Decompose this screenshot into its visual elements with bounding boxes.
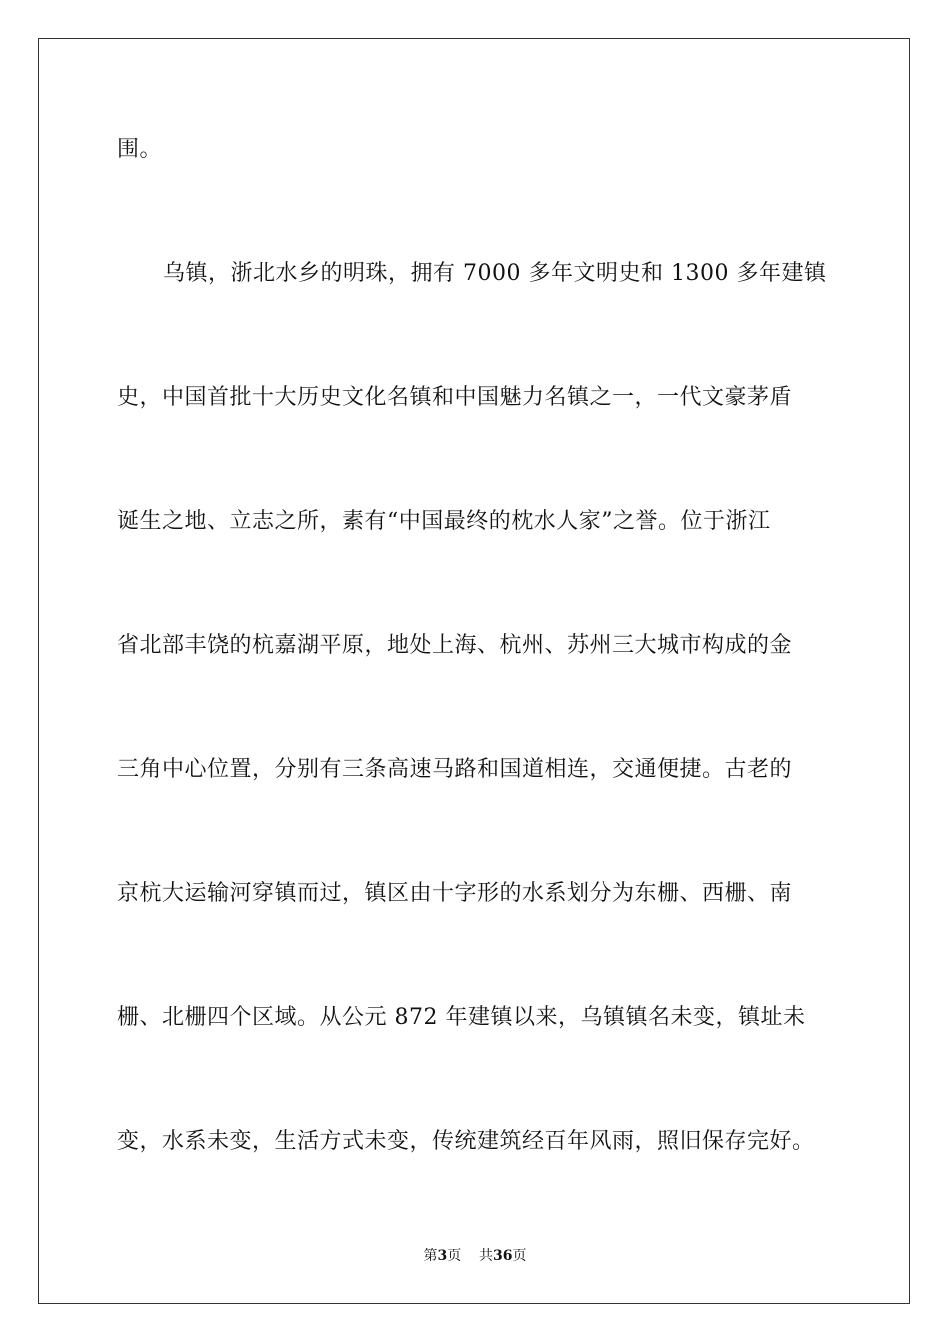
- page-border: [38, 38, 910, 1304]
- text-line: 三角中心位置，分别有三条高速马路和国道相连，交通便捷。古老的: [117, 757, 793, 782]
- total-prefix: 共: [479, 1248, 494, 1264]
- page-footer: [0, 1247, 950, 1265]
- paragraph-first-line: 乌镇，浙北水乡的明珠，拥有 7000 多年文明史和 1300 多年建镇: [163, 261, 827, 286]
- total-suffix: 页: [512, 1248, 527, 1264]
- text-line: 变，水系未变，生活方式未变，传统建筑经百年风雨，照旧保存完好。: [117, 1129, 815, 1154]
- page-suffix: 页: [447, 1248, 462, 1264]
- page-number: 3: [437, 1248, 448, 1264]
- text-line: 栅、北栅四个区域。从公元 872 年建镇以来，乌镇镇名未变，镇址未: [117, 1005, 806, 1030]
- text-line: 诞生之地、立志之所，素有“中国最终的枕水人家”之誉。位于浙江: [117, 509, 771, 534]
- total-pages: 36: [493, 1248, 513, 1264]
- text-line: 围。: [117, 137, 163, 162]
- text-line: 史，中国首批十大历史文化名镇和中国魅力名镇之一，一代文豪茅盾: [117, 385, 793, 410]
- page-prefix: 第: [423, 1248, 438, 1264]
- text-line: 省北部丰饶的杭嘉湖平原，地处上海、杭州、苏州三大城市构成的金: [117, 633, 793, 658]
- text-line: 京杭大运输河穿镇而过，镇区由十字形的水系划分为东栅、西栅、南: [117, 881, 793, 906]
